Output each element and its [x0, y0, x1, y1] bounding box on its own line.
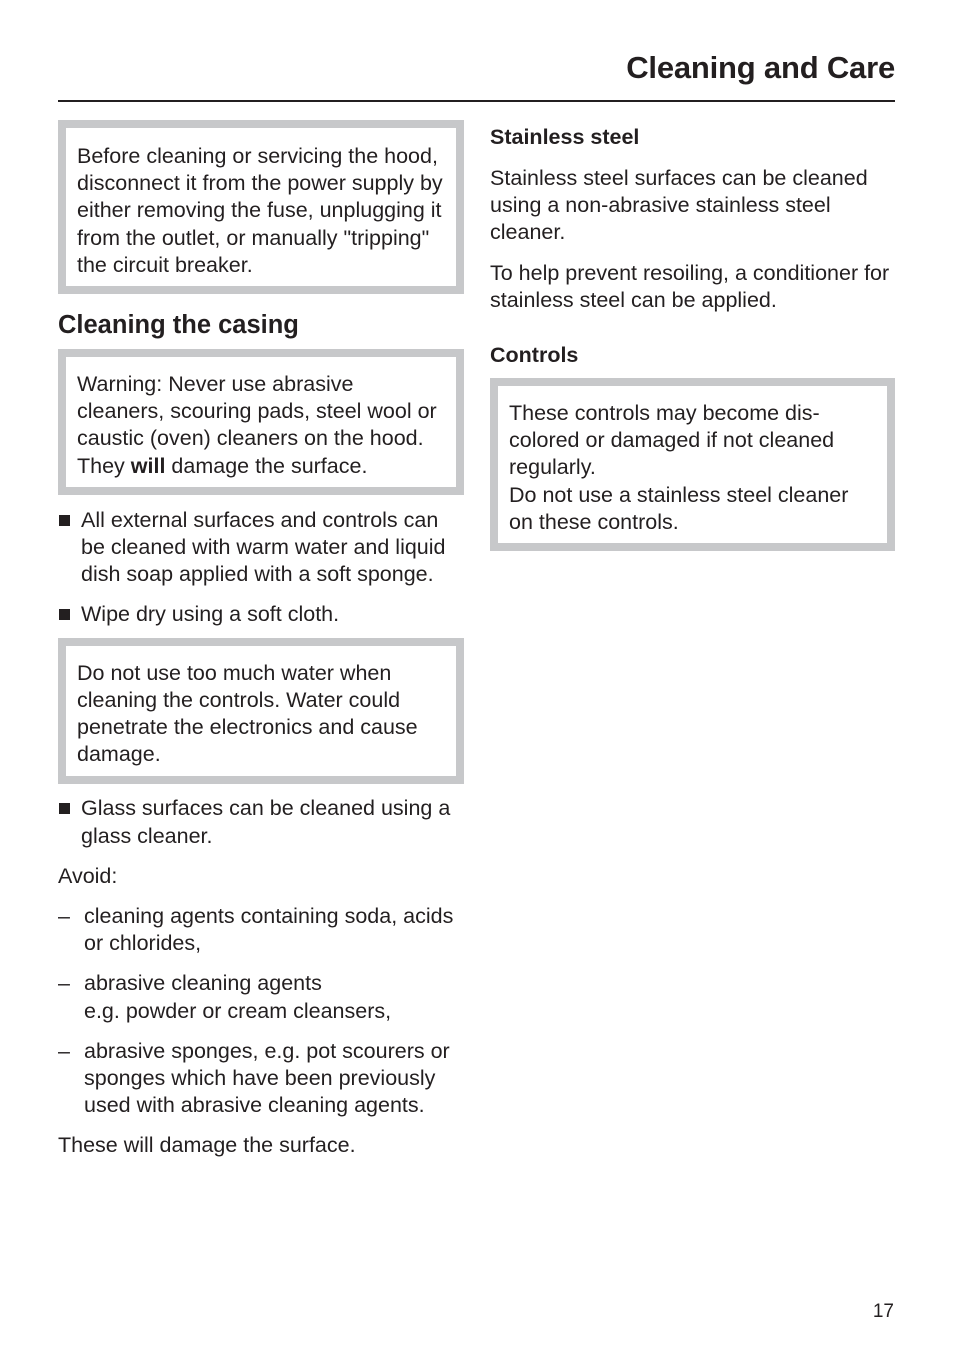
subsection-title-controls: Controls	[490, 343, 579, 368]
list-item-text: Glass surfaces can be cleaned using a glass cleaner.	[81, 796, 451, 848]
closing-text: These will damage the surface.	[58, 1133, 356, 1158]
square-bullet-icon	[59, 515, 70, 526]
avoid-list	[58, 903, 464, 1119]
list-item-text: All external surfaces and controls can be cleaned with warm water and liquid dish soap applied with a soft sponge.	[81, 507, 446, 587]
controls-note-line-2: Do not use a stainless steel cleaner on these controls.	[509, 482, 849, 534]
list-item-text: abrasive sponges, e.g. pot scourers or sponges which have been previously used with abrasive cleaning agents.	[84, 1038, 450, 1118]
water-note-text: Do not use too much water when cleaning the controls. Water could penetrate the electronics and cause damage.	[77, 660, 418, 767]
square-bullet-icon	[59, 803, 70, 814]
list-item	[58, 903, 464, 957]
controls-note-line-1: These controls may become dis-colored or damaged if not cleaned regularly.	[509, 401, 835, 480]
warning-note-text	[77, 371, 446, 480]
right-column	[490, 120, 895, 551]
controls-note-box	[490, 378, 895, 551]
stainless-paragraph-1: Stainless steel surfaces can be cleaned using a non-abrasive stainless steel cleaner.	[490, 166, 868, 245]
page-header-title: Cleaning and Care	[626, 50, 895, 85]
list-item-text: cleaning agents containing soda, acids or chlorides,	[84, 904, 454, 956]
left-column	[58, 120, 464, 1160]
warning-text-before: Warning: Never use abrasive cleaners, scouring pads, steel wool or caustic (oven) cleaners on the hood. They	[77, 372, 437, 478]
stainless-paragraph-2: To help prevent resoiling, a conditioner for stainless steel can be applied.	[490, 260, 890, 312]
square-bullet-icon	[59, 609, 70, 620]
dash-bullet-icon: –	[58, 904, 70, 929]
safety-note-box	[58, 120, 464, 294]
warning-text-after: damage the surface.	[165, 453, 368, 478]
subsection-title-stainless-steel: Stainless steel	[490, 125, 640, 149]
header-rule	[58, 100, 895, 102]
warning-note-box	[58, 349, 464, 495]
safety-note-text: Before cleaning or servicing the hood, disconnect it from the power supply by either removing the fuse, unplugging it from the outlet, or manually "tripping" the circuit breaker.	[77, 144, 443, 277]
list-item-text: Wipe dry using a soft cloth.	[81, 602, 340, 627]
dash-bullet-icon: –	[58, 1038, 70, 1063]
list-item	[58, 795, 464, 849]
dash-bullet-icon: –	[58, 971, 70, 996]
warning-emphasis: will	[130, 453, 166, 478]
list-item	[58, 1038, 464, 1120]
list-item	[58, 507, 464, 589]
bullet-list-surfaces	[58, 507, 464, 629]
bullet-list-glass	[58, 795, 464, 849]
list-item-text: abrasive cleaning agents e.g. powder or cream cleansers,	[84, 971, 392, 1023]
section-title-cleaning-casing: Cleaning the casing	[58, 311, 299, 340]
avoid-label: Avoid:	[58, 863, 118, 888]
list-item	[58, 601, 464, 628]
water-note-box	[58, 638, 464, 785]
list-item	[58, 970, 464, 1024]
page-number: 17	[872, 1301, 894, 1322]
